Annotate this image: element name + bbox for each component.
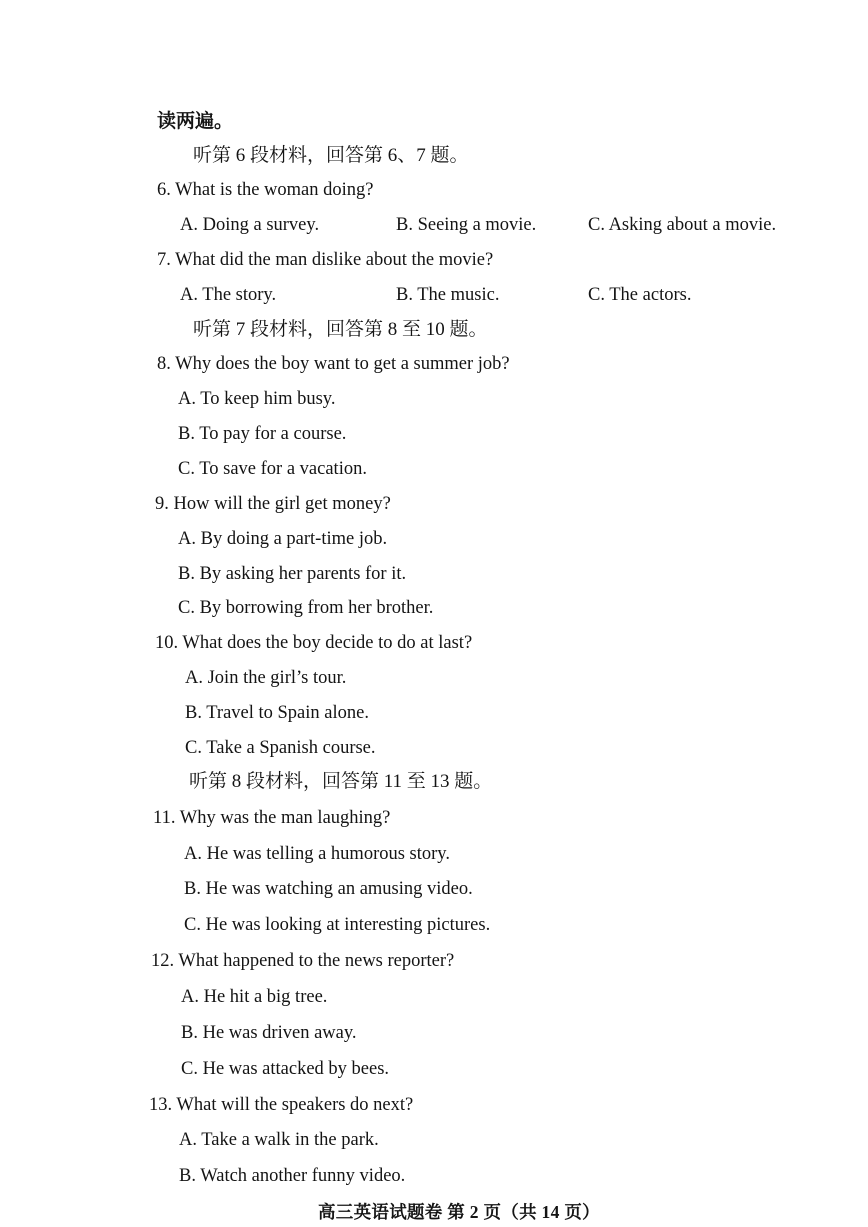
question-9 — [155, 492, 391, 516]
question-text: What did the man dislike about the movie? — [175, 250, 494, 270]
section-instruction: 听第 8 段材料，回答第 11 至 13 题。 — [189, 771, 493, 792]
question-text: Why does the boy want to get a summer job? — [175, 354, 510, 374]
option-b: B. He was driven away. — [181, 1023, 357, 1043]
question-number: 10. — [155, 633, 179, 653]
option-b: B. By asking her parents for it. — [178, 564, 407, 584]
section-instruction: 听第 7 段材料，回答第 8 至 10 题。 — [193, 319, 488, 340]
option-a: A. Join the girl’s tour. — [185, 668, 347, 688]
option-b: B. He was watching an amusing video. — [184, 879, 473, 899]
option-a: A. Take a walk in the park. — [179, 1130, 379, 1150]
option-c: C. To save for a vacation. — [178, 459, 367, 479]
question-11 — [153, 806, 390, 830]
option-b: B. Seeing a movie. — [396, 215, 537, 235]
question-text: What is the woman doing? — [175, 180, 374, 200]
question-text: Why was the man laughing? — [179, 808, 391, 828]
question-7 — [157, 248, 493, 272]
question-number: 12. — [151, 951, 175, 971]
question-text: What happened to the news reporter? — [178, 951, 455, 971]
option-c: C. He was attacked by bees. — [181, 1059, 390, 1079]
question-8 — [157, 352, 510, 376]
option-a: A. To keep him busy. — [178, 389, 336, 409]
option-a: A. Doing a survey. — [180, 215, 320, 235]
question-12 — [151, 949, 454, 973]
option-c: C. By borrowing from her brother. — [178, 598, 434, 618]
option-b: B. Watch another funny video. — [179, 1166, 406, 1186]
option-a: A. He hit a big tree. — [181, 987, 328, 1007]
option-c: C. Asking about a movie. — [588, 215, 777, 235]
option-b: B. Travel to Spain alone. — [185, 703, 369, 723]
question-13 — [149, 1093, 413, 1117]
option-a: A. He was telling a humorous story. — [184, 844, 450, 864]
option-b: B. The music. — [396, 285, 500, 305]
question-text: What will the speakers do next? — [176, 1095, 414, 1115]
question-number: 7. — [157, 250, 171, 270]
question-6 — [157, 178, 374, 202]
page-footer: 高三英语试题卷 第 2 页（共 14 页） — [318, 1202, 600, 1222]
intro-tail: 读两遍。 — [157, 111, 234, 132]
question-number: 13. — [149, 1095, 173, 1115]
section-instruction: 听第 6 段材料，回答第 6、7 题。 — [193, 145, 469, 166]
question-number: 6. — [157, 180, 171, 200]
option-a: A. By doing a part-time job. — [178, 529, 388, 549]
option-c: C. The actors. — [588, 285, 692, 305]
option-c: C. He was looking at interesting pictures. — [184, 915, 491, 935]
question-number: 8. — [157, 354, 171, 374]
question-text: How will the girl get money? — [173, 494, 391, 514]
question-text: What does the boy decide to do at last? — [182, 633, 473, 653]
question-number: 9. — [155, 494, 169, 514]
option-c: C. Take a Spanish course. — [185, 738, 376, 758]
option-a: A. The story. — [180, 285, 277, 305]
question-10 — [155, 631, 472, 655]
option-b: B. To pay for a course. — [178, 424, 347, 444]
question-number: 11. — [153, 808, 176, 828]
